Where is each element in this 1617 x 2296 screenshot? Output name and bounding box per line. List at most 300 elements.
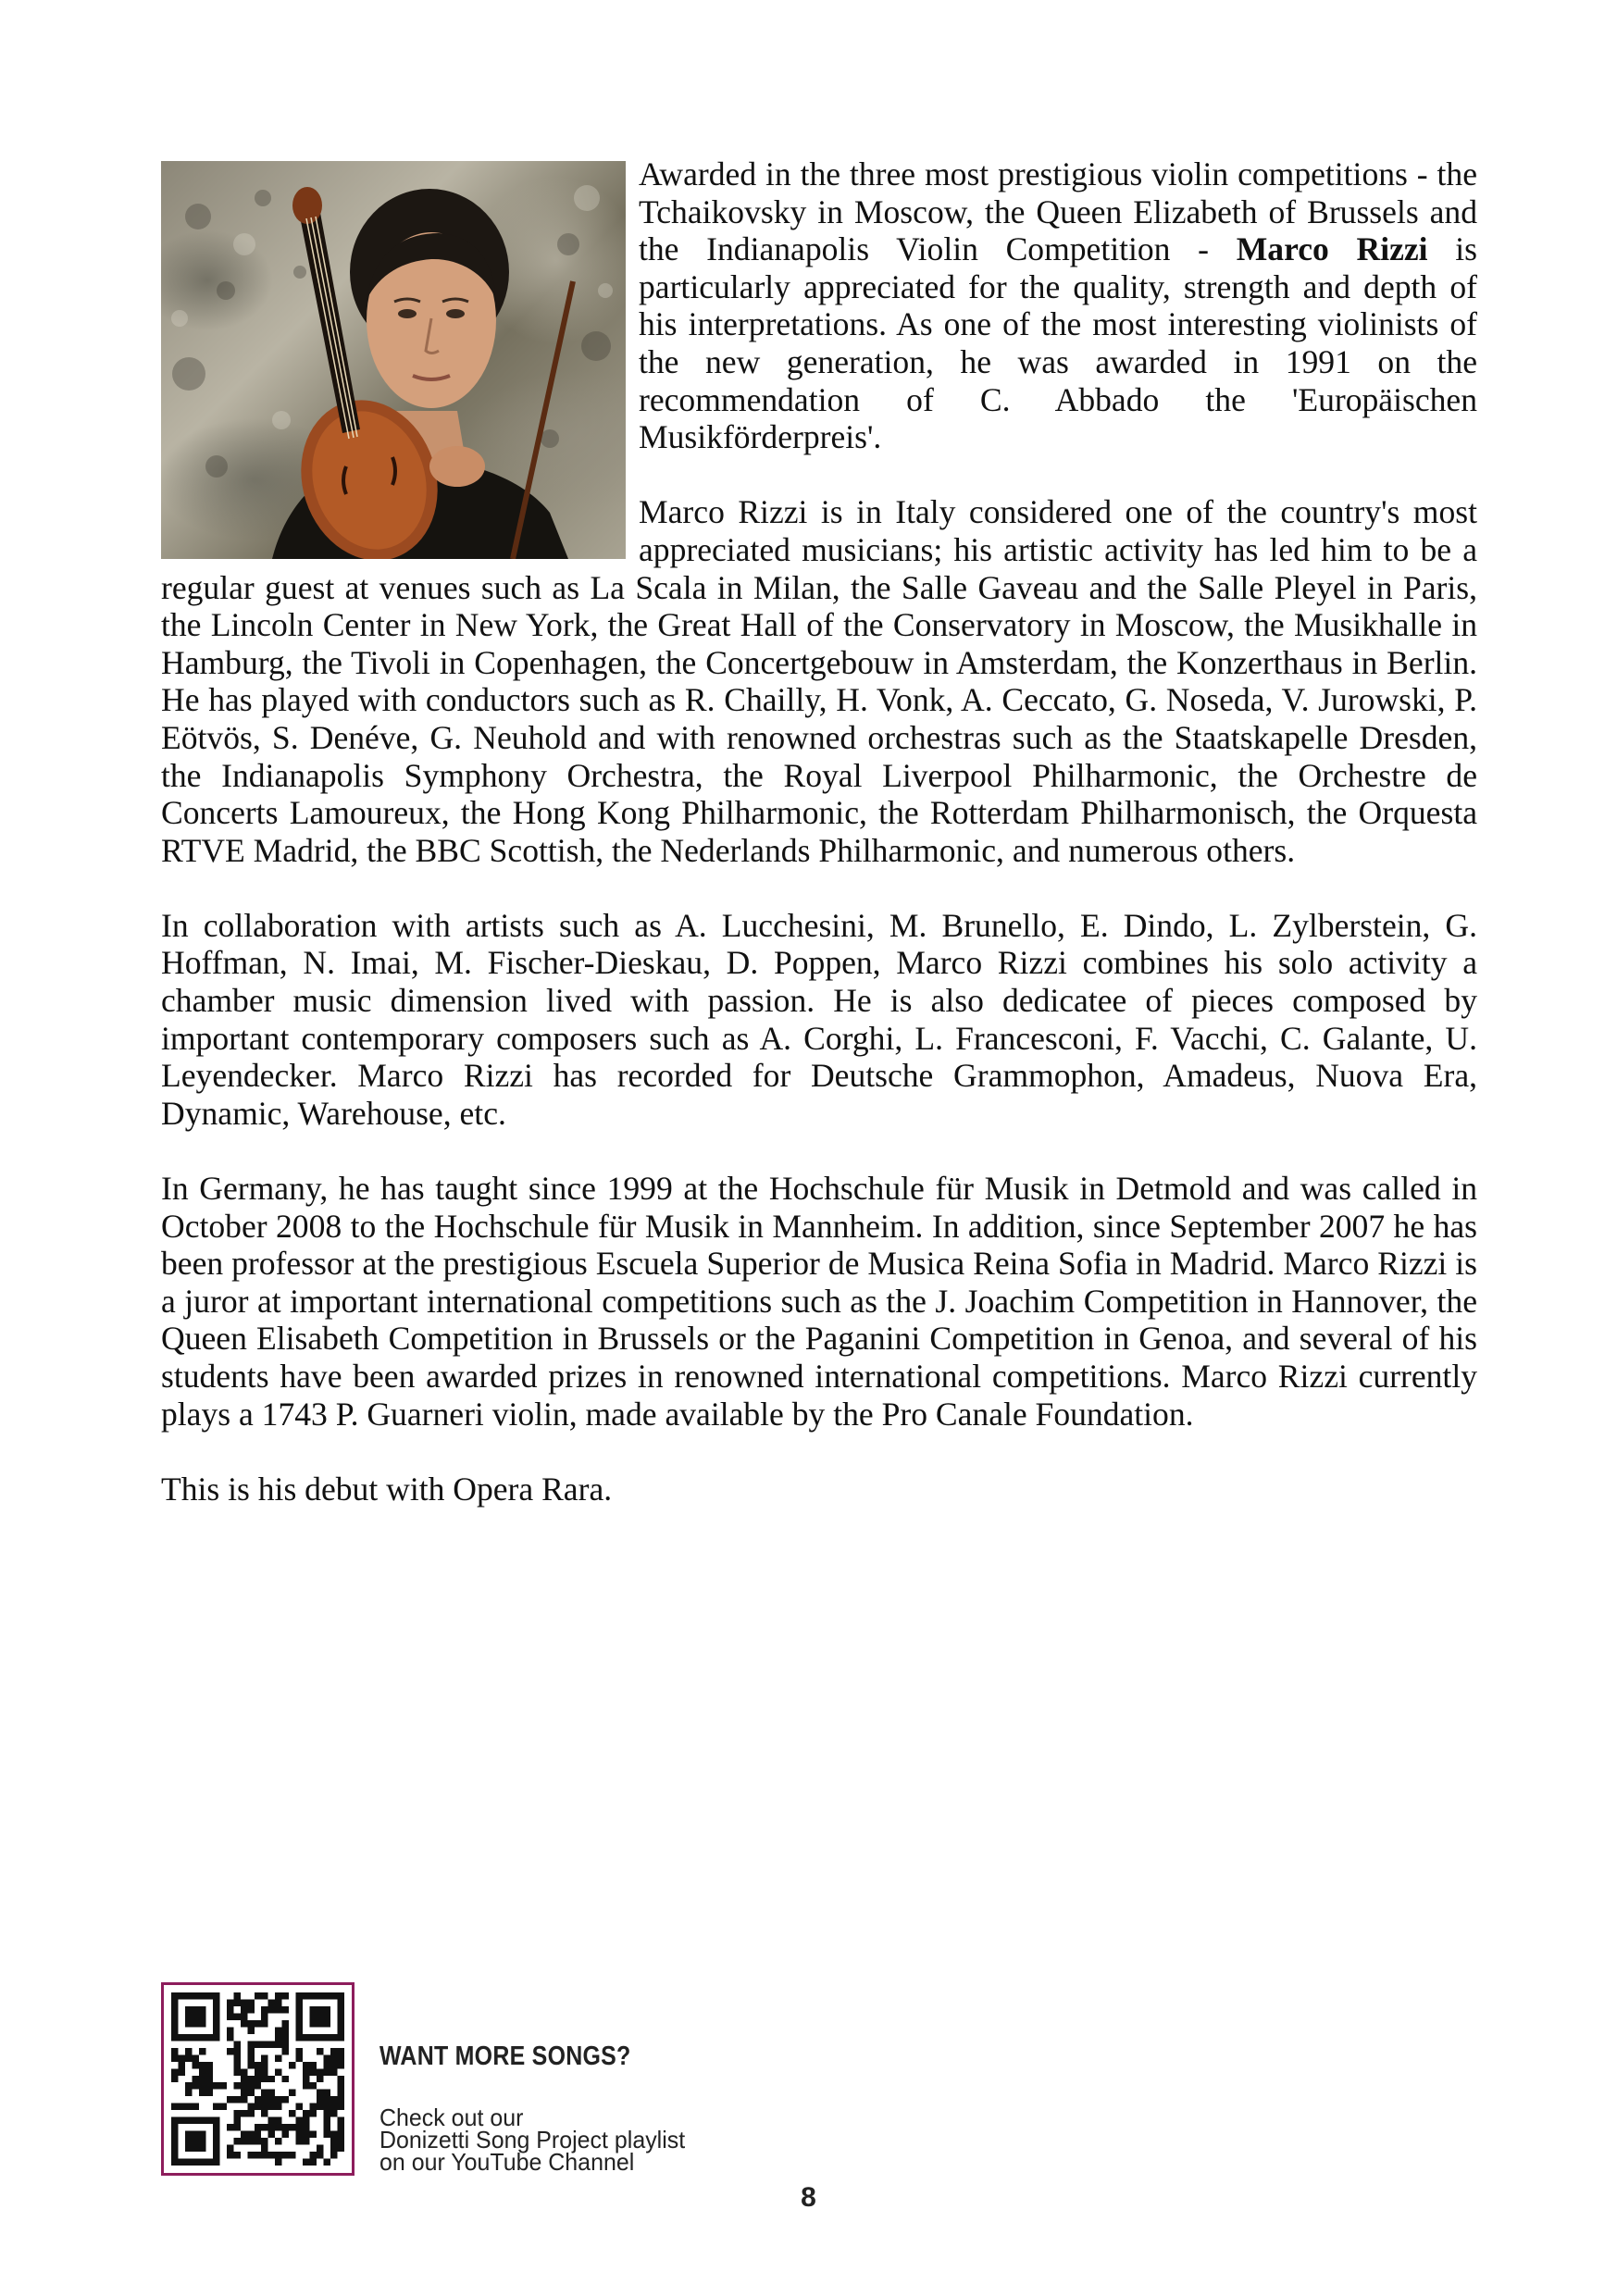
qr-module xyxy=(185,2104,192,2110)
qr-module xyxy=(227,2096,233,2103)
qr-module xyxy=(171,1992,178,1999)
qr-code-icon[interactable] xyxy=(161,1982,354,2176)
qr-module xyxy=(261,2145,267,2152)
qr-module xyxy=(282,2041,289,2047)
qr-module xyxy=(213,2034,219,2041)
qr-module xyxy=(324,2110,330,2116)
qr-module xyxy=(275,1992,281,1999)
qr-module xyxy=(185,2006,192,2013)
qr-module xyxy=(199,2068,205,2075)
qr-module xyxy=(330,2110,337,2116)
qr-module xyxy=(247,1999,254,2005)
qr-module xyxy=(303,2131,309,2138)
qr-module xyxy=(255,2020,261,2027)
qr-module xyxy=(268,2152,275,2158)
qr-module xyxy=(275,2159,281,2166)
qr-module xyxy=(247,2076,254,2082)
qr-module xyxy=(199,2131,205,2138)
qr-module xyxy=(192,2159,198,2166)
qr-module xyxy=(338,2076,344,2082)
qr-module xyxy=(213,2159,219,2166)
qr-module xyxy=(317,2068,323,2075)
qr-module xyxy=(199,2090,205,2096)
qr-module xyxy=(247,2138,254,2144)
qr-module xyxy=(255,1992,261,1999)
qr-module xyxy=(192,2034,198,2041)
qr-module xyxy=(213,2117,219,2124)
qr-module xyxy=(268,2096,275,2103)
qr-module xyxy=(261,2041,267,2047)
qr-module xyxy=(233,2110,240,2116)
qr-module xyxy=(247,2006,254,2013)
qr-module xyxy=(213,2152,219,2158)
qr-module xyxy=(178,2054,184,2061)
bio-p1-text-after: is particularly appreciated for the quality, strength and depth of his interpretations. As one of the most interesting violinists of the new generation, he was awarded in 1991 on the recommendation of C. Abbado the 'Europäischen Musikförderpreis'. xyxy=(639,230,1477,456)
qr-module xyxy=(205,2068,212,2075)
qr-module xyxy=(171,2020,178,2027)
qr-module xyxy=(213,2138,219,2144)
qr-module xyxy=(241,2020,247,2027)
qr-module xyxy=(261,2054,267,2061)
qr-module xyxy=(171,2145,178,2152)
qr-module xyxy=(255,2138,261,2144)
qr-module xyxy=(233,2041,240,2047)
qr-module xyxy=(213,2006,219,2013)
qr-module xyxy=(261,2076,267,2082)
qr-module xyxy=(282,2006,289,2013)
qr-module xyxy=(275,2006,281,2013)
qr-module xyxy=(324,2062,330,2068)
qr-module xyxy=(268,2104,275,2110)
qr-module xyxy=(261,1992,267,1999)
qr-module xyxy=(338,2096,344,2103)
qr-module xyxy=(296,2104,303,2110)
qr-module xyxy=(255,2152,261,2158)
qr-module xyxy=(199,2006,205,2013)
qr-module xyxy=(255,2041,261,2047)
qr-module xyxy=(255,2082,261,2089)
bio-paragraph-4: In Germany, he has taught since 1999 at the Hochschule für Musik in Detmold and was called in October 2008 to the Hochschule für Musik in Mannheim. In addition, since September 2007 he has been professor at the prestigious Escuela Superior de Musica Reina Sofia in Madrid. Marco Rizzi is a juror at important international competitions such as the J. Joachim Competition in Hannover, the Queen Elisabeth Competition in Brussels or the Paganini Competition in Genoa, and several of his students have been awarded prizes in renowned international competitions. Marco Rizzi currently plays a 1743 P. Guarneri violin, made available by the Pro Canale Foundation. xyxy=(161,1170,1477,1433)
qr-module xyxy=(330,2145,337,2152)
qr-module xyxy=(338,2117,344,2124)
qr-module xyxy=(255,2076,261,2082)
qr-module xyxy=(199,2145,205,2152)
qr-module xyxy=(227,2006,233,2013)
qr-module xyxy=(213,1999,219,2005)
qr-module xyxy=(324,2090,330,2096)
qr-module xyxy=(282,2152,289,2158)
qr-module xyxy=(171,2117,178,2124)
qr-module xyxy=(338,2054,344,2061)
qr-module xyxy=(317,2013,323,2019)
qr-module xyxy=(317,2096,323,2103)
qr-module xyxy=(261,2110,267,2116)
qr-module xyxy=(324,2159,330,2166)
qr-module xyxy=(324,2131,330,2138)
qr-module xyxy=(282,1992,289,1999)
qr-module xyxy=(185,2020,192,2027)
qr-module xyxy=(303,2138,309,2144)
qr-module xyxy=(310,2104,317,2110)
qr-module xyxy=(199,2013,205,2019)
qr-module xyxy=(247,2054,254,2061)
qr-module xyxy=(241,2006,247,2013)
qr-module xyxy=(255,2124,261,2130)
promo-title: WANT MORE SONGS? xyxy=(379,2042,631,2071)
bio-paragraph-2: Marco Rizzi is in Italy considered one of the country's most appreciated musicians; his artistic activity has led him to be a regular guest at venues such as La Scala in Milan, the Salle Gaveau and the Salle Pleyel in Paris, the Lincoln Center in New York, the Great Hall of the Conservatory in Moscow, the Musikhalle in Hamburg, the Tivoli in Copenhagen, the Concertgebouw in Amsterdam, the Konzerthaus in Berlin. He has played with conductors such as R. Chailly, H. Vonk, A. Ceccato, G. Noseda, V. Jurowski, P. Eötvös, S. Denéve, G. Neuhold and with renowned orchestras such as the Staatskapelle Dresden, the Indianapolis Symphony Orchestra, the Royal Liverpool Philharmonic, the Orchestre de Concerts Lamoureux, the Hong Kong Philharmonic, the Rotterdam Philharmonisch, the Orquesta RTVE Madrid, the BBC Scottish, the Nederlands Philharmonic, and numerous others. xyxy=(161,493,1477,869)
qr-module xyxy=(261,2124,267,2130)
qr-module xyxy=(178,2034,184,2041)
qr-module xyxy=(199,2082,205,2089)
qr-module xyxy=(241,2013,247,2019)
qr-module xyxy=(261,2006,267,2013)
qr-module xyxy=(241,2110,247,2116)
qr-module xyxy=(338,1992,344,1999)
qr-module xyxy=(324,2013,330,2019)
qr-module xyxy=(296,2138,303,2144)
qr-module xyxy=(185,2159,192,2166)
qr-module xyxy=(205,2062,212,2068)
qr-module xyxy=(289,2062,295,2068)
qr-module xyxy=(233,2054,240,2061)
qr-module xyxy=(205,2082,212,2089)
qr-module xyxy=(255,2131,261,2138)
qr-module xyxy=(213,2013,219,2019)
qr-module xyxy=(227,2124,233,2130)
qr-module xyxy=(171,2006,178,2013)
qr-module xyxy=(289,2110,295,2116)
qr-module xyxy=(310,2013,317,2019)
qr-module xyxy=(303,2124,309,2130)
qr-module xyxy=(338,2034,344,2041)
qr-module xyxy=(275,2054,281,2061)
qr-module xyxy=(205,2090,212,2096)
qr-module xyxy=(275,2034,281,2041)
qr-module xyxy=(317,1992,323,1999)
qr-module xyxy=(296,2020,303,2027)
qr-module xyxy=(213,2020,219,2027)
qr-module xyxy=(192,2013,198,2019)
qr-module xyxy=(268,2131,275,2138)
qr-module xyxy=(317,2090,323,2096)
qr-module xyxy=(261,2062,267,2068)
qr-module xyxy=(199,2020,205,2027)
promo-line-2: Donizetti Song Project playlist xyxy=(379,2126,686,2153)
qr-module xyxy=(247,2110,254,2116)
qr-module xyxy=(310,2020,317,2027)
qr-module xyxy=(192,2082,198,2089)
qr-module xyxy=(289,2124,295,2130)
qr-module xyxy=(324,2054,330,2061)
qr-module xyxy=(171,2104,178,2110)
qr-module xyxy=(185,2034,192,2041)
qr-module xyxy=(289,2152,295,2158)
qr-module xyxy=(296,2034,303,2041)
qr-module xyxy=(205,2159,212,2166)
qr-module xyxy=(219,2082,226,2089)
qr-module xyxy=(310,2082,317,2089)
qr-module xyxy=(275,2041,281,2047)
qr-module xyxy=(171,2034,178,2041)
qr-module xyxy=(233,1999,240,2005)
qr-module xyxy=(213,1992,219,1999)
qr-module xyxy=(233,2124,240,2130)
qr-module xyxy=(227,2013,233,2019)
qr-module xyxy=(199,2062,205,2068)
qr-module xyxy=(178,2159,184,2166)
qr-module xyxy=(296,2131,303,2138)
qr-module xyxy=(171,2048,178,2054)
qr-module xyxy=(247,2062,254,2068)
qr-module xyxy=(185,2013,192,2019)
qr-module xyxy=(268,2090,275,2096)
qr-module xyxy=(324,2096,330,2103)
qr-module xyxy=(296,2117,303,2124)
qr-module xyxy=(171,2152,178,2158)
qr-module xyxy=(199,2076,205,2082)
qr-module xyxy=(241,2082,247,2089)
qr-module xyxy=(233,2062,240,2068)
qr-module xyxy=(192,2145,198,2152)
qr-module xyxy=(317,2020,323,2027)
qr-module xyxy=(171,2138,178,2144)
qr-module xyxy=(255,2068,261,2075)
qr-module xyxy=(324,2020,330,2027)
qr-module xyxy=(247,2104,254,2110)
qr-module xyxy=(310,2159,317,2166)
qr-module xyxy=(338,1999,344,2005)
qr-module xyxy=(317,2006,323,2013)
qr-module xyxy=(233,2068,240,2075)
qr-module xyxy=(171,2159,178,2166)
qr-module xyxy=(205,2034,212,2041)
qr-module xyxy=(330,2096,337,2103)
qr-module xyxy=(233,2048,240,2054)
qr-module xyxy=(324,2034,330,2041)
bio-p1-text-before: Awarded in the three most prestigious violin competitions - the Tchaikovsky in Moscow, the Queen Elizabeth of Brussels and the Indianapolis Violin Competition - xyxy=(639,155,1477,268)
qr-module xyxy=(317,2076,323,2082)
qr-module xyxy=(171,2076,178,2082)
qr-module xyxy=(241,2068,247,2075)
qr-module xyxy=(310,2034,317,2041)
bio-name-bold: Marco Rizzi xyxy=(1236,230,1428,268)
qr-module xyxy=(185,2048,192,2054)
qr-module xyxy=(282,2131,289,2138)
qr-module xyxy=(213,2145,219,2152)
qr-module xyxy=(330,2048,337,2054)
qr-module xyxy=(227,2145,233,2152)
qr-module xyxy=(338,2124,344,2130)
qr-module xyxy=(178,2104,184,2110)
qr-module xyxy=(324,2006,330,2013)
qr-module xyxy=(330,2062,337,2068)
qr-module xyxy=(275,2117,281,2124)
qr-module xyxy=(275,2152,281,2158)
qr-module xyxy=(261,2020,267,2027)
qr-module xyxy=(171,2131,178,2138)
qr-module xyxy=(233,2082,240,2089)
qr-module xyxy=(338,2006,344,2013)
qr-module xyxy=(233,2152,240,2158)
qr-module xyxy=(199,2117,205,2124)
promo-description xyxy=(379,2104,686,2176)
qr-module xyxy=(261,2013,267,2019)
page-number: 8 xyxy=(801,2182,816,2213)
qr-module xyxy=(247,2027,254,2033)
qr-module xyxy=(330,1992,337,1999)
qr-module xyxy=(185,2117,192,2124)
qr-module xyxy=(192,2054,198,2061)
qr-module xyxy=(310,2131,317,2138)
qr-module xyxy=(192,2020,198,2027)
qr-module xyxy=(171,1999,178,2005)
qr-module xyxy=(338,2082,344,2089)
qr-module xyxy=(261,2104,267,2110)
qr-module xyxy=(324,2068,330,2075)
qr-module xyxy=(247,2048,254,2054)
qr-module xyxy=(185,2090,192,2096)
qr-module xyxy=(338,2090,344,2096)
qr-module xyxy=(192,1992,198,1999)
qr-module xyxy=(330,2068,337,2075)
qr-module xyxy=(330,2138,337,2144)
qr-module xyxy=(282,2020,289,2027)
qr-module xyxy=(296,2006,303,2013)
qr-module xyxy=(178,2062,184,2068)
qr-module xyxy=(227,2152,233,2158)
qr-module xyxy=(171,2027,178,2033)
bio-paragraph-3: In collaboration with artists such as A. Lucchesini, M. Brunello, E. Dindo, L. Zylberstein, G. Hoffman, N. Imai, M. Fischer-Dieskau, D. Poppen, Marco Rizzi combines his solo activity a chamber music dimension lived with passion. He is also dedicatee of pieces composed by important contemporary composers such as A. Corghi, L. Francesconi, F. Vacchi, C. Galante, U. Leyendecker. Marco Rizzi has recorded for Deutsche Grammophon, Amadeus, Nuova Era, Dynamic, Warehouse, etc. xyxy=(161,906,1477,1132)
qr-module xyxy=(338,2020,344,2027)
qr-module xyxy=(282,2048,289,2054)
qr-module xyxy=(233,2096,240,2103)
qr-module xyxy=(296,1992,303,1999)
qr-module xyxy=(227,2034,233,2041)
qr-module xyxy=(171,2068,178,2075)
qr-module xyxy=(205,2117,212,2124)
qr-module xyxy=(310,2062,317,2068)
qr-module xyxy=(185,2145,192,2152)
qr-module xyxy=(268,2076,275,2082)
qr-module xyxy=(282,2096,289,2103)
qr-module xyxy=(213,2027,219,2033)
qr-module xyxy=(303,2062,309,2068)
qr-module xyxy=(185,2138,192,2144)
qr-module xyxy=(227,1999,233,2005)
qr-module xyxy=(247,2090,254,2096)
qr-module xyxy=(289,2090,295,2096)
qr-module xyxy=(192,2138,198,2144)
qr-module xyxy=(303,2034,309,2041)
qr-code-pattern xyxy=(171,1992,344,2166)
qr-module xyxy=(268,2117,275,2124)
qr-module xyxy=(199,1992,205,1999)
qr-module xyxy=(247,2152,254,2158)
qr-module xyxy=(192,2006,198,2013)
qr-module xyxy=(303,2110,309,2116)
qr-module xyxy=(330,2054,337,2061)
photo-illustration xyxy=(161,161,626,559)
qr-module xyxy=(185,2082,192,2089)
qr-module xyxy=(296,1999,303,2005)
qr-module xyxy=(185,2131,192,2138)
qr-module xyxy=(282,2076,289,2082)
qr-module xyxy=(178,1992,184,1999)
qr-module xyxy=(213,2124,219,2130)
qr-module xyxy=(275,2124,281,2130)
qr-module xyxy=(219,2104,226,2110)
qr-module xyxy=(241,2096,247,2103)
qr-module xyxy=(317,2104,323,2110)
qr-module xyxy=(199,2048,205,2054)
qr-module xyxy=(261,2068,267,2075)
qr-module xyxy=(241,2076,247,2082)
qr-module xyxy=(324,2117,330,2124)
qr-module xyxy=(247,2131,254,2138)
qr-module xyxy=(247,2041,254,2047)
qr-module xyxy=(227,2027,233,2033)
promo-line-1: Check out our xyxy=(379,2104,524,2131)
qr-module xyxy=(205,1992,212,1999)
qr-module xyxy=(317,2034,323,2041)
qr-module xyxy=(247,2020,254,2027)
qr-module xyxy=(330,2104,337,2110)
qr-module xyxy=(296,2048,303,2054)
qr-module xyxy=(338,2104,344,2110)
qr-module xyxy=(338,2131,344,2138)
qr-module xyxy=(324,2104,330,2110)
qr-module xyxy=(171,2013,178,2019)
qr-module xyxy=(261,2152,267,2158)
qr-module xyxy=(338,2013,344,2019)
qr-module xyxy=(213,2082,219,2089)
qr-module xyxy=(317,2145,323,2152)
qr-module xyxy=(296,2054,303,2061)
qr-module xyxy=(282,2124,289,2130)
qr-module xyxy=(192,2076,198,2082)
qr-module xyxy=(275,2027,281,2033)
qr-module xyxy=(275,2138,281,2144)
violinist-photo xyxy=(161,161,626,559)
qr-module xyxy=(282,2034,289,2041)
qr-module xyxy=(241,1999,247,2005)
qr-module xyxy=(275,1999,281,2005)
qr-module xyxy=(199,2034,205,2041)
qr-module xyxy=(199,2159,205,2166)
qr-module xyxy=(275,2104,281,2110)
qr-module xyxy=(178,2117,184,2124)
qr-module xyxy=(261,2096,267,2103)
qr-module xyxy=(303,2159,309,2166)
qr-module xyxy=(268,1999,275,2005)
qr-module xyxy=(296,2013,303,2019)
qr-module xyxy=(233,1992,240,1999)
qr-module xyxy=(268,2006,275,2013)
qr-module xyxy=(213,2131,219,2138)
qr-module xyxy=(213,2104,219,2110)
qr-module xyxy=(296,2124,303,2130)
qr-module xyxy=(303,2068,309,2075)
qr-module xyxy=(275,2096,281,2103)
qr-module xyxy=(310,2068,317,2075)
qr-module xyxy=(310,2006,317,2013)
biography-text xyxy=(161,155,1477,1508)
qr-module xyxy=(338,2145,344,2152)
qr-module xyxy=(205,2076,212,2082)
qr-module xyxy=(192,2104,198,2110)
qr-module xyxy=(241,2131,247,2138)
qr-module xyxy=(192,2062,198,2068)
